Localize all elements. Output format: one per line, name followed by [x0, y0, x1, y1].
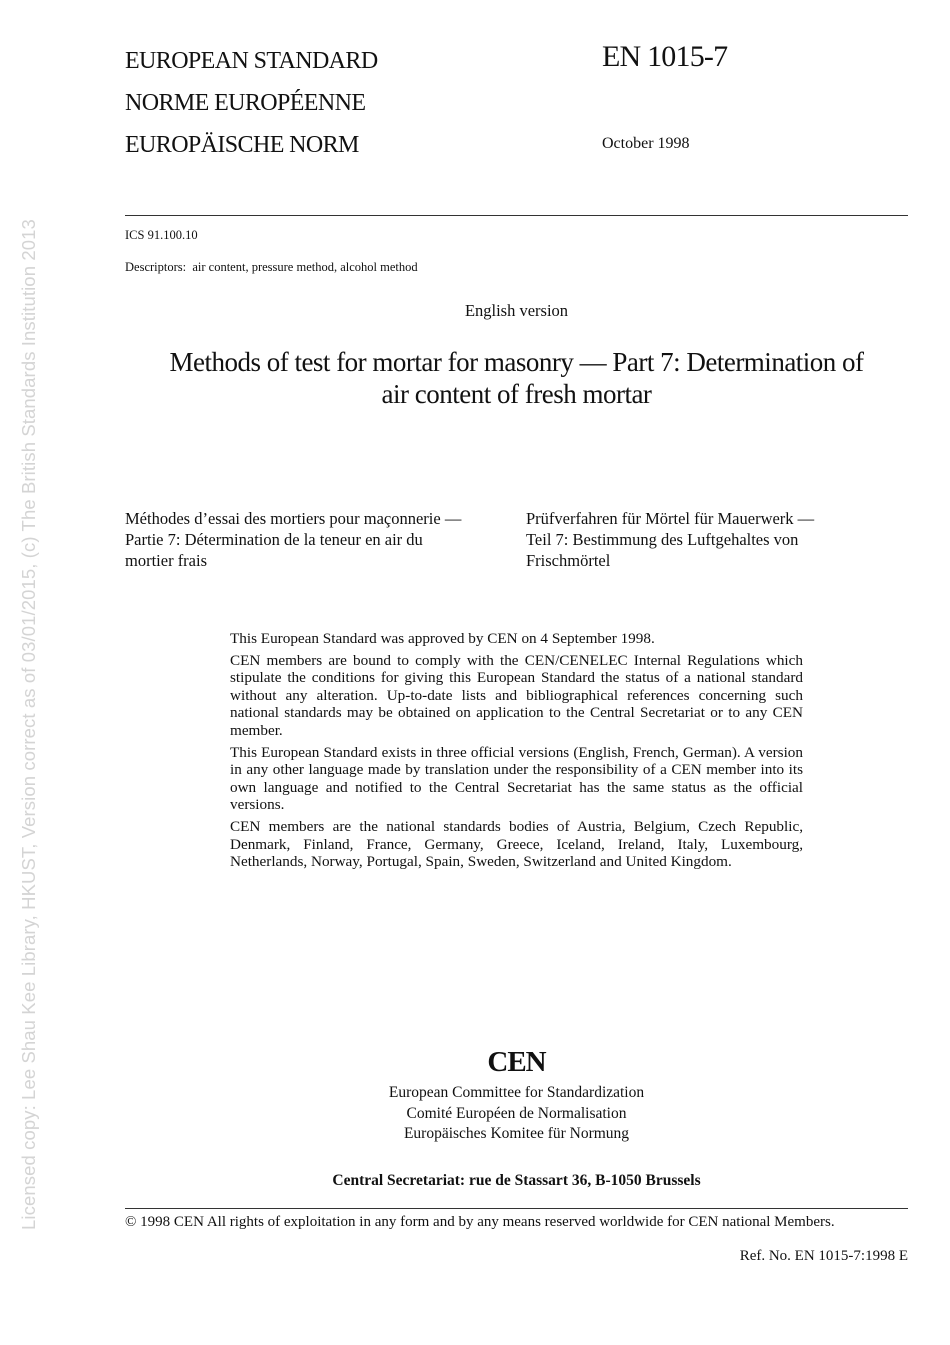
publication-date: October 1998: [602, 135, 690, 152]
german-title: [526, 508, 814, 571]
version-label: English version: [464, 301, 569, 320]
reference-number: Ref. No. EN 1015-7:1998 E: [739, 1248, 908, 1264]
german-title-line: Teil 7: Bestimmung des Luftgehaltes von: [526, 530, 799, 549]
versions-paragraph: This European Standard exists in three official versions (English, French, German). A version in any other language made by translation under the responsibility of a CEN member into its own language and notified to the Central Secretariat has the same status as the official versions.: [230, 743, 803, 814]
header-line-en: EUROPEAN STANDARD: [125, 48, 378, 74]
header-line-de: EUROPÄISCHE NORM: [125, 132, 359, 158]
central-secretariat-address: Central Secretariat: rue de Stassart 36, B-1050 Brussels: [332, 1172, 701, 1189]
french-title-line: mortier frais: [125, 551, 208, 570]
french-title: [125, 508, 461, 571]
german-title-line: Frischmörtel: [526, 551, 611, 570]
cen-name-fr: Comité Européen de Normalisation: [406, 1104, 627, 1122]
approval-notice: [230, 630, 803, 875]
french-title-line: Méthodes d’essai des mortiers pour maçonnerie —: [125, 509, 462, 528]
footer-divider: [125, 1208, 908, 1209]
standard-number: EN 1015-7: [602, 40, 728, 73]
cen-name-en: European Committee for Standardization: [388, 1084, 645, 1101]
german-title-line: Prüfverfahren für Mörtel für Mauerwerk —: [526, 509, 815, 528]
cen-name-de: Europäisches Komitee für Normung: [403, 1125, 630, 1142]
title-line-2: air content of fresh mortar: [381, 379, 652, 409]
header-divider: [125, 215, 908, 216]
members-paragraph: CEN members are the national standards bodies of Austria, Belgium, Czech Republic, Denmark, Finland, France, Germany, Greece, Iceland, Ireland, Italy, Luxembourg, Netherlands, Norway, Portugal, Spain, Sweden, Switzerland and United Kingdom.: [230, 817, 803, 871]
approval-paragraph: This European Standard was approved by CEN on 4 September 1998.: [230, 630, 655, 647]
cen-logo: CEN: [487, 1046, 546, 1078]
descriptors: Descriptors: air content, pressure method, alcohol method: [125, 260, 418, 274]
license-watermark: Licensed copy: Lee Shau Kee Library, HKUST, Version correct as of 03/01/2015, (c) The British Standards Institution 2013: [18, 219, 39, 1230]
cen-names: [300, 1083, 733, 1145]
title-line-1: Methods of test for mortar for masonry — Part 7: Determination of: [169, 347, 864, 377]
ics-code: ICS 91.100.10: [125, 228, 198, 242]
document-title: [125, 346, 908, 410]
header-line-fr: NORME EUROPÉENNE: [125, 90, 366, 116]
copyright-notice: © 1998 CEN All rights of exploitation in any form and by any means reserved worldwide for CEN national Members.: [125, 1214, 835, 1230]
french-title-line: Partie 7: Détermination de la teneur en air du: [125, 530, 423, 549]
compliance-paragraph: CEN members are bound to comply with the CEN/CENELEC Internal Regulations which stipulate the conditions for giving this European Standard the status of a national standard without any alteration. Up-to-date lists and bibliographical references concerning such national standards may be obtained on application to the Central Secretariat or to any CEN member.: [230, 651, 803, 739]
